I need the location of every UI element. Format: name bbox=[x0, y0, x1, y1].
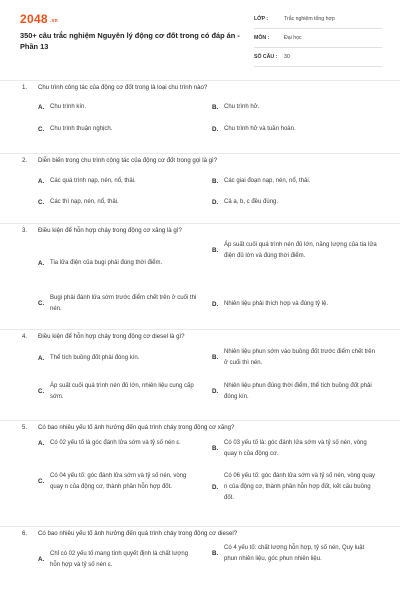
option-text: Các quá trình nạp, nén, nổ, thải. bbox=[50, 178, 136, 184]
option-b[interactable] bbox=[212, 240, 378, 262]
option-text: Chu trình hở. bbox=[224, 104, 260, 110]
option-text: Chỉ có 02 yếu tố mang tính quyết định là chất lượng hỗn hợp và tỷ số nén ε. bbox=[50, 551, 189, 568]
option-letter: C. bbox=[38, 125, 45, 133]
option-letter: C. bbox=[38, 478, 45, 486]
option-text: Nhiên liệu phun đúng thời điểm, thể tích buồng đốt phải đóng kín. bbox=[224, 383, 372, 400]
option-letter: B. bbox=[212, 550, 219, 558]
option-text: Các giai đoạn nạp, nén, nổ, thải. bbox=[224, 178, 311, 184]
option-letter: B. bbox=[212, 177, 219, 185]
option-b[interactable] bbox=[212, 438, 378, 460]
option-c[interactable] bbox=[38, 471, 198, 493]
option-letter: B. bbox=[212, 445, 219, 453]
option-a[interactable] bbox=[38, 549, 198, 571]
question-stem bbox=[22, 157, 217, 164]
question-text: Có bao nhiêu yếu tố ảnh hưởng đến quá trình cháy trong động cơ xăng? bbox=[38, 424, 235, 431]
question-4 bbox=[0, 329, 400, 420]
option-text: Cả a, b, c đều đúng. bbox=[224, 199, 279, 205]
meta-value: Trắc nghiệm tổng hợp bbox=[284, 16, 335, 22]
option-text: Có 03 yếu tố là: góc đánh lửa sớm và tỷ số nén, vòng quay n của động cơ. bbox=[224, 440, 367, 457]
option-letter: C. bbox=[38, 198, 45, 206]
option-text: Áp suất cuối quá trình nén đủ lớn, năng lượng của tia lửa điện đủ lớn và đúng thời điểm. bbox=[224, 242, 377, 259]
option-d[interactable] bbox=[212, 381, 378, 403]
question-stem bbox=[22, 227, 182, 234]
logo-text: 2048 bbox=[20, 12, 48, 26]
meta-key: SỐ CÂU : bbox=[254, 54, 278, 60]
question-list bbox=[0, 80, 400, 594]
option-d[interactable] bbox=[212, 124, 378, 135]
option-c[interactable] bbox=[38, 197, 198, 208]
option-text: Chu trình kín. bbox=[50, 104, 87, 110]
question-text: Có bao nhiêu yếu tố ảnh hưởng đến quá trình cháy trong động cơ diesel? bbox=[38, 530, 238, 537]
option-letter: B. bbox=[212, 354, 219, 362]
meta-value: Đại học bbox=[284, 35, 302, 41]
meta-key: MÔN : bbox=[254, 35, 270, 41]
option-letter: A. bbox=[38, 103, 45, 111]
option-text: Thể tích buồng đốt phải đóng kín. bbox=[50, 355, 140, 361]
question-text: Diễn biến trong chu trình công tác của động cơ đốt trong gọi là gì? bbox=[38, 157, 218, 164]
option-a[interactable] bbox=[38, 102, 198, 113]
meta-row-count bbox=[254, 50, 382, 67]
option-letter: C. bbox=[38, 300, 45, 308]
option-text: Có 4 yếu tố: chất lượng hỗn hợp, tỷ số nén, Quy luật phun nhiên liệu, góc phun nhiên liệu. bbox=[224, 545, 365, 562]
option-c[interactable] bbox=[38, 293, 198, 315]
question-stem bbox=[22, 333, 185, 340]
logo-tld: .vn bbox=[49, 18, 59, 24]
option-c[interactable] bbox=[38, 381, 198, 403]
option-b[interactable] bbox=[212, 102, 378, 113]
option-b[interactable] bbox=[212, 176, 378, 187]
question-3 bbox=[0, 223, 400, 329]
question-text: Chu trình công tác của động cơ đốt trong là loại chu trình nào? bbox=[38, 84, 208, 91]
meta-row-subject bbox=[254, 31, 382, 48]
option-text: Áp suất cuối quá trình nén đủ lớn, nhiên liệu cung cấp sớm. bbox=[50, 383, 194, 400]
question-text: Điều kiện để hỗn hợp cháy trong động cơ xăng là gì? bbox=[38, 227, 182, 234]
option-c[interactable] bbox=[38, 124, 198, 135]
option-text: Các thì nạp, nén, nổ, thải. bbox=[50, 199, 119, 205]
question-2 bbox=[0, 153, 400, 223]
option-text: Có 02 yếu tố là góc đánh lửa sớm và tỷ số nén ε. bbox=[50, 440, 181, 446]
question-number: 4. bbox=[22, 333, 28, 340]
option-letter: A. bbox=[38, 556, 45, 564]
option-text: Có 04 yếu tố: góc đánh lửa sớm và tỷ số nén, vòng quay n của động cơ, thành phần hỗn hợp đốt. bbox=[50, 473, 187, 490]
question-text: Điều kiện để hỗn hợp cháy trong động cơ diesel là gì? bbox=[38, 333, 185, 340]
site-logo[interactable] bbox=[20, 12, 58, 26]
question-number: 2. bbox=[22, 157, 28, 164]
document-header bbox=[0, 0, 400, 80]
question-number: 1. bbox=[22, 84, 28, 91]
question-number: 6. bbox=[22, 530, 28, 537]
option-d[interactable] bbox=[212, 471, 378, 503]
question-stem bbox=[22, 530, 237, 537]
option-letter: D. bbox=[212, 483, 219, 491]
option-letter: D. bbox=[212, 300, 219, 308]
question-stem bbox=[22, 424, 234, 431]
option-b[interactable] bbox=[212, 543, 378, 565]
option-letter: C. bbox=[38, 388, 45, 396]
option-d[interactable] bbox=[212, 197, 378, 208]
meta-value: 30 bbox=[284, 54, 290, 60]
option-text: Nhiên liệu phải thích hợp và đúng tỷ lệ. bbox=[224, 301, 329, 307]
meta-key: LỚP : bbox=[254, 16, 269, 22]
option-text: Chu trình thuận nghịch. bbox=[50, 126, 113, 132]
option-text: Nhiên liệu phun sớm vào buồng đốt trước điểm chết trên ở cuối thì nén. bbox=[224, 349, 375, 366]
document-title: 350+ câu trắc nghiệm Nguyên lý động cơ đốt trong có đáp án - Phần 13 bbox=[20, 31, 240, 51]
option-a[interactable] bbox=[38, 258, 198, 269]
option-letter: B. bbox=[212, 103, 219, 111]
option-text: Bugi phải đánh lửa sớm trước điểm chết trên ở cuối thì nén. bbox=[50, 295, 197, 312]
option-letter: A. bbox=[38, 439, 45, 447]
question-stem bbox=[22, 84, 207, 91]
question-1 bbox=[0, 80, 400, 153]
option-letter: D. bbox=[212, 125, 219, 133]
question-6 bbox=[0, 526, 400, 594]
option-letter: A. bbox=[38, 354, 45, 362]
option-b[interactable] bbox=[212, 347, 378, 369]
meta-row-class bbox=[254, 12, 382, 29]
question-number: 5. bbox=[22, 424, 28, 431]
question-number: 3. bbox=[22, 227, 28, 234]
option-letter: A. bbox=[38, 177, 45, 185]
option-letter: D. bbox=[212, 388, 219, 396]
option-letter: A. bbox=[38, 259, 45, 267]
option-letter: B. bbox=[212, 247, 219, 255]
option-letter: D. bbox=[212, 198, 219, 206]
option-a[interactable] bbox=[38, 176, 198, 187]
option-d[interactable] bbox=[212, 299, 378, 310]
option-a[interactable] bbox=[38, 353, 198, 364]
option-a[interactable] bbox=[38, 438, 198, 449]
document-meta bbox=[254, 12, 382, 69]
question-5 bbox=[0, 420, 400, 526]
option-text: Có 06 yếu tố: góc đánh lửa sớm và tỷ số nén, vòng quay n của động cơ, thành phần hỗn hợp đốt, kết cấu buồng đốt. bbox=[224, 473, 376, 501]
option-text: Tia lửa điện của bugi phải đúng thời điểm. bbox=[50, 260, 163, 266]
option-text: Chu trình hở và tuần hoàn. bbox=[224, 126, 296, 132]
